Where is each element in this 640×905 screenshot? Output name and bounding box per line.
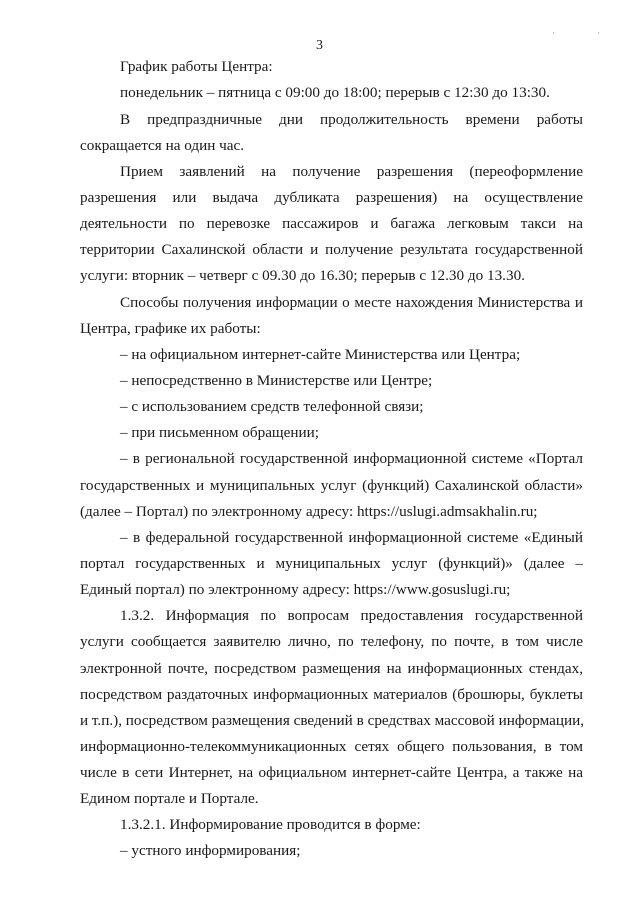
text-line: понедельник – пятница с 09:00 до 18:00; перерыв с 12:30 до 13:30. (120, 84, 550, 101)
list-item: – при письменном обращении; (120, 424, 319, 441)
text-line: График работы Центра: (120, 58, 273, 75)
text-line: государственных и муниципальных услуг (функций) Сахалинской области» (80, 477, 583, 494)
text-line: информационно-телекоммуникационных сетях общего пользования, в том (80, 738, 583, 755)
text-line: и т.п.), посредством размещения сведений в средствах массовой информации, (80, 712, 585, 729)
text-line: числе в сети Интернет, на официальном интернет-сайте Центра, а также на (80, 764, 583, 781)
text-line: Единый портал) по электронному адресу: https://www.gosuslugi.ru; (80, 581, 511, 598)
text-line: Едином портале и Портале. (80, 790, 259, 807)
list-item: – на официальном интернет-сайте Министерства или Центра; (120, 346, 521, 363)
text-line: Прием заявлений на получение разрешения (переоформление (120, 163, 583, 180)
text-line: (далее – Портал) по электронному адресу: https://uslugi.admsakhalin.ru; (80, 503, 538, 520)
list-item: – непосредственно в Министерстве или Центре; (120, 372, 433, 389)
text-line: Центра, графике их работы: (80, 320, 261, 337)
scan-marks: · · (552, 28, 621, 38)
list-item: – в региональной государственной информационной системе «Портал (120, 450, 583, 467)
text-line: посредством раздаточных информационных материалов (брошюры, буклеты (80, 686, 583, 703)
list-item: – с использованием средств телефонной связи; (120, 398, 424, 415)
text-line: В предпраздничные дни продолжительность времени работы (120, 111, 583, 128)
text-line: территории Сахалинской области и получение результата государственной (80, 241, 583, 258)
text-line: услуги сообщается заявителю лично, по телефону, по почте, в том числе (80, 633, 583, 650)
page-number: 3 (316, 38, 323, 53)
text-line: Способы получения информации о месте нахождения Министерства и (120, 294, 583, 311)
text-line: 1.3.2.1. Информирование проводится в форме: (120, 816, 421, 833)
text-line: электронной почте, посредством размещения на информационных стендах, (80, 660, 583, 677)
text-line: деятельности по перевозке пассажиров и багажа легковым такси на (80, 215, 583, 232)
text-line: 1.3.2. Информация по вопросам предоставления государственной (120, 607, 583, 624)
list-item: – устного информирования; (120, 842, 301, 859)
text-line: сокращается на один час. (80, 137, 245, 154)
list-item: – в федеральной государственной информационной системе «Единый (120, 529, 583, 546)
text-line: услуги: вторник – четверг с 09.30 до 16.30; перерыв с 12.30 до 13.30. (80, 267, 525, 284)
text-line: разрешения или выдача дубликата разрешения) на осуществление (80, 189, 583, 206)
text-line: портал государственных и муниципальных услуг (функций)» (далее – (80, 555, 583, 572)
